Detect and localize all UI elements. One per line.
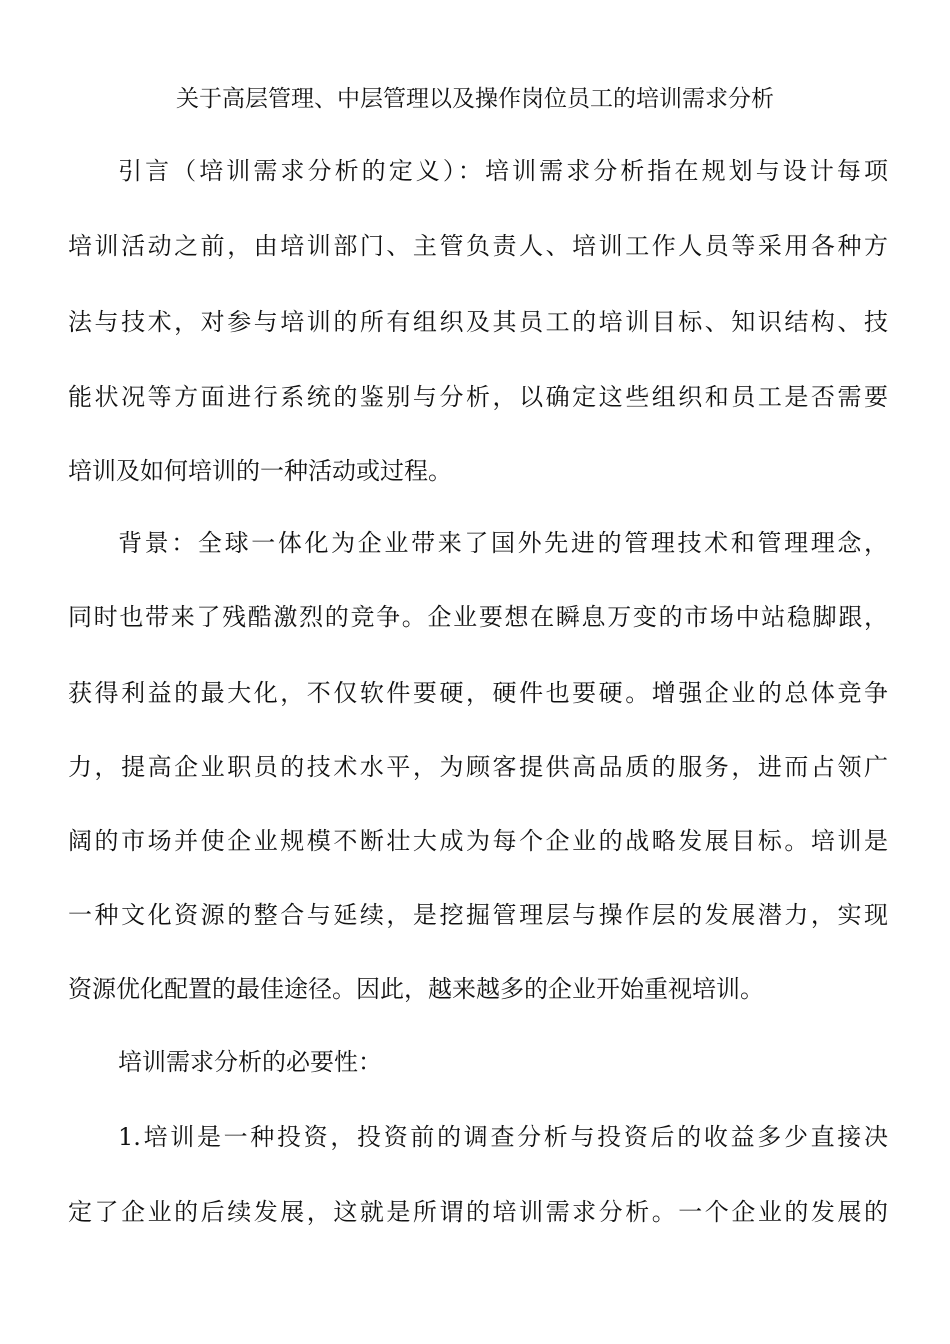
background-line-6: 一种文化资源的整合与延续，是挖掘管理层与操作层的发展潜力，实现	[68, 901, 888, 929]
background-line-3: 获得利益的最大化，不仅软件要硬，硬件也要硬。增强企业的总体竞争	[68, 679, 888, 707]
intro-line-2: 培训活动之前，由培训部门、主管负责人、培训工作人员等采用各种方	[68, 232, 888, 260]
intro-line-5: 培训及如何培训的一种活动或过程。	[68, 457, 452, 485]
necessity-item-1-line-2: 定了企业的后续发展，这就是所谓的培训需求分析。一个企业的发展的	[68, 1198, 888, 1226]
background-line-2: 同时也带来了残酷激烈的竞争。企业要想在瞬息万变的市场中站稳脚跟，	[68, 603, 888, 631]
background-line-4: 力，提高企业职员的技术水平，为顾客提供高品质的服务，进而占领广	[68, 753, 888, 781]
necessity-heading: 培训需求分析的必要性：	[118, 1048, 382, 1076]
document-title: 关于高层管理、中层管理以及操作岗位员工的培训需求分析	[176, 86, 774, 112]
background-line-7: 资源优化配置的最佳途径。因此，越来越多的企业开始重视培训。	[68, 975, 764, 1003]
necessity-item-1-line-1: 1.培训是一种投资，投资前的调查分析与投资后的收益多少直接决	[118, 1123, 888, 1151]
background-line-5: 阔的市场并使企业规模不断壮大成为每个企业的战略发展目标。培训是	[68, 827, 888, 855]
intro-line-1: 引言（培训需求分析的定义）：培训需求分析指在规划与设计每项	[118, 157, 888, 185]
background-line-1: 背景：全球一体化为企业带来了国外先进的管理技术和管理理念，	[118, 529, 888, 557]
intro-line-3: 法与技术，对参与培训的所有组织及其员工的培训目标、知识结构、技	[68, 308, 888, 336]
intro-line-4: 能状况等方面进行系统的鉴别与分析，以确定这些组织和员工是否需要	[68, 383, 888, 411]
